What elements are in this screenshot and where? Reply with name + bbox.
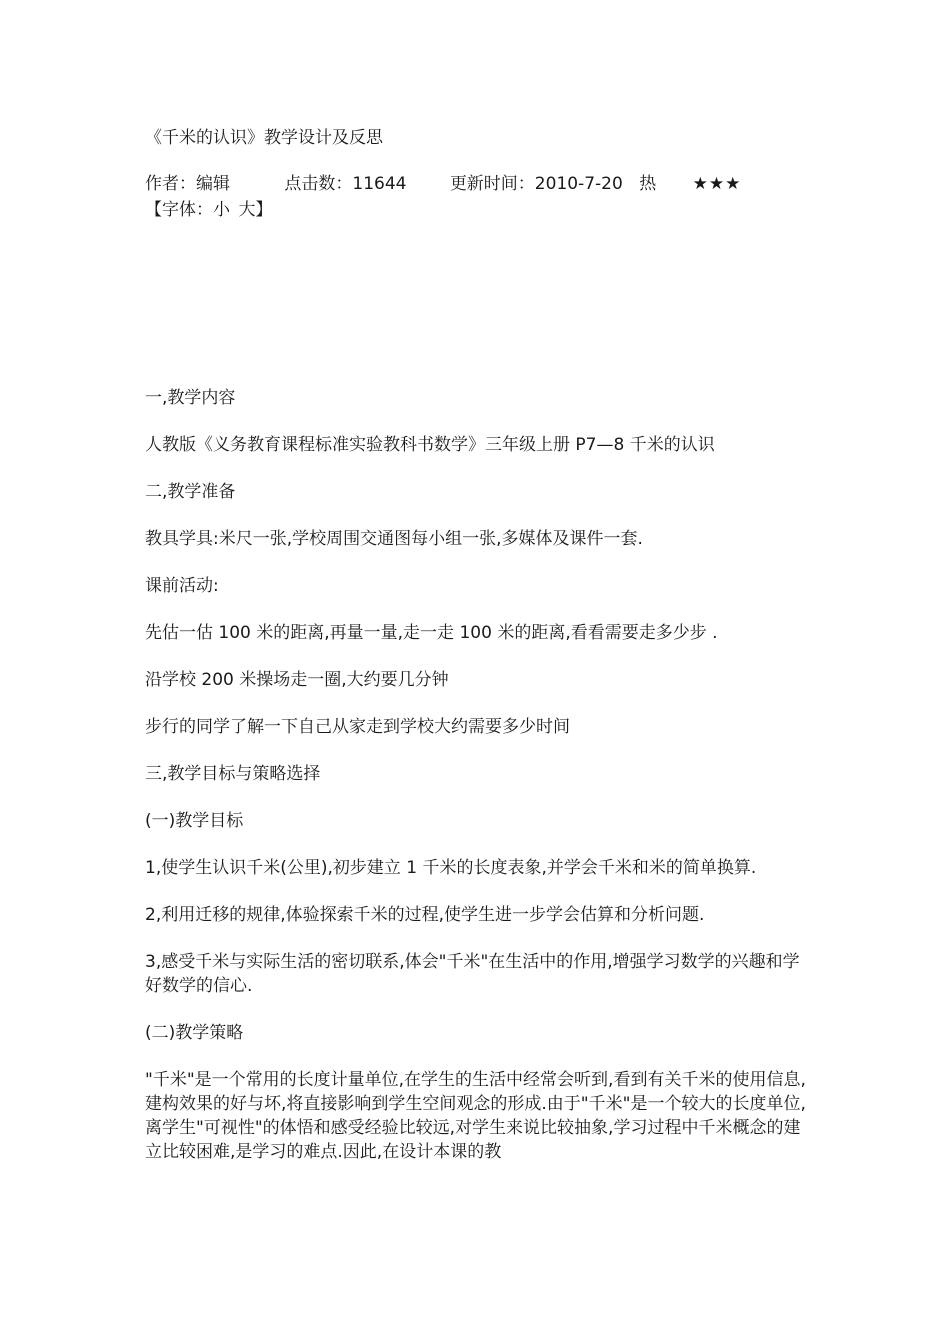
- font-small-link[interactable]: 小: [213, 200, 230, 220]
- paragraph: 教具学具:米尺一张,学校周围交通图每小组一张,多媒体及课件一套.: [145, 529, 643, 549]
- paragraph: 1,使学生认识千米(公里),初步建立 1 千米的长度表象,并学会千米和米的简单换算.: [145, 858, 757, 878]
- paragraph: 课前活动:: [145, 576, 219, 596]
- paragraph: 沿学校 200 米操场走一圈,大约要几分钟: [145, 670, 449, 690]
- font-size-suffix: 】: [255, 200, 273, 220]
- article-meta: [145, 172, 815, 196]
- author-label: 作者：编辑: [145, 174, 230, 194]
- update-time: 更新时间：2010-7-20: [449, 174, 623, 194]
- paragraph: 2,利用迁移的规律,体验探索千米的过程,使学生进一步学会估算和分析问题.: [145, 905, 705, 925]
- article-body: [145, 386, 810, 1187]
- paragraph: 人教版《义务教育课程标准实验教科书数学》三年级上册 P7—8 千米的认识: [145, 435, 715, 455]
- subsection-heading-goals: (一)教学目标: [145, 811, 244, 831]
- subsection-heading-strategy: (二)教学策略: [145, 1023, 244, 1043]
- paragraph: 3,感受千米与实际生活的密切联系,体会"千米"在生活中的作用,增强学习数学的兴趣和学好数学的信心.: [145, 952, 800, 996]
- click-count: 点击数：11644: [284, 174, 407, 194]
- section-heading-preparation: 二,教学准备: [145, 482, 236, 502]
- hot-label: 热: [639, 174, 657, 194]
- rating-stars-icon: ★★★: [692, 174, 742, 194]
- paragraph: "千米"是一个常用的长度计量单位,在学生的生活中经常会听到,看到有关千米的使用信息,建构效果的好与坏,将直接影响到学生空间观念的形成.由于"千米"是一个较大的长度单位,离学生"可视性"的体悟和感受经验比较远,对学生来说比较抽象,学习过程中千米概念的建立比较困难,是学习的难点.因此,在设计本课的教: [145, 1070, 806, 1162]
- paragraph: 步行的同学了解一下自己从家走到学校大约需要多少时间: [145, 717, 570, 737]
- font-size-prefix: 【字体：: [145, 200, 213, 220]
- section-heading-content: 一,教学内容: [145, 388, 236, 408]
- font-large-link[interactable]: 大: [238, 200, 256, 220]
- font-size-control: [145, 198, 273, 222]
- paragraph: 先估一估 100 米的距离,再量一量,走一走 100 米的距离,看看需要走多少步 .: [145, 623, 718, 643]
- section-heading-goals: 三,教学目标与策略选择: [145, 764, 321, 784]
- article-title: 《千米的认识》教学设计及反思: [145, 128, 383, 148]
